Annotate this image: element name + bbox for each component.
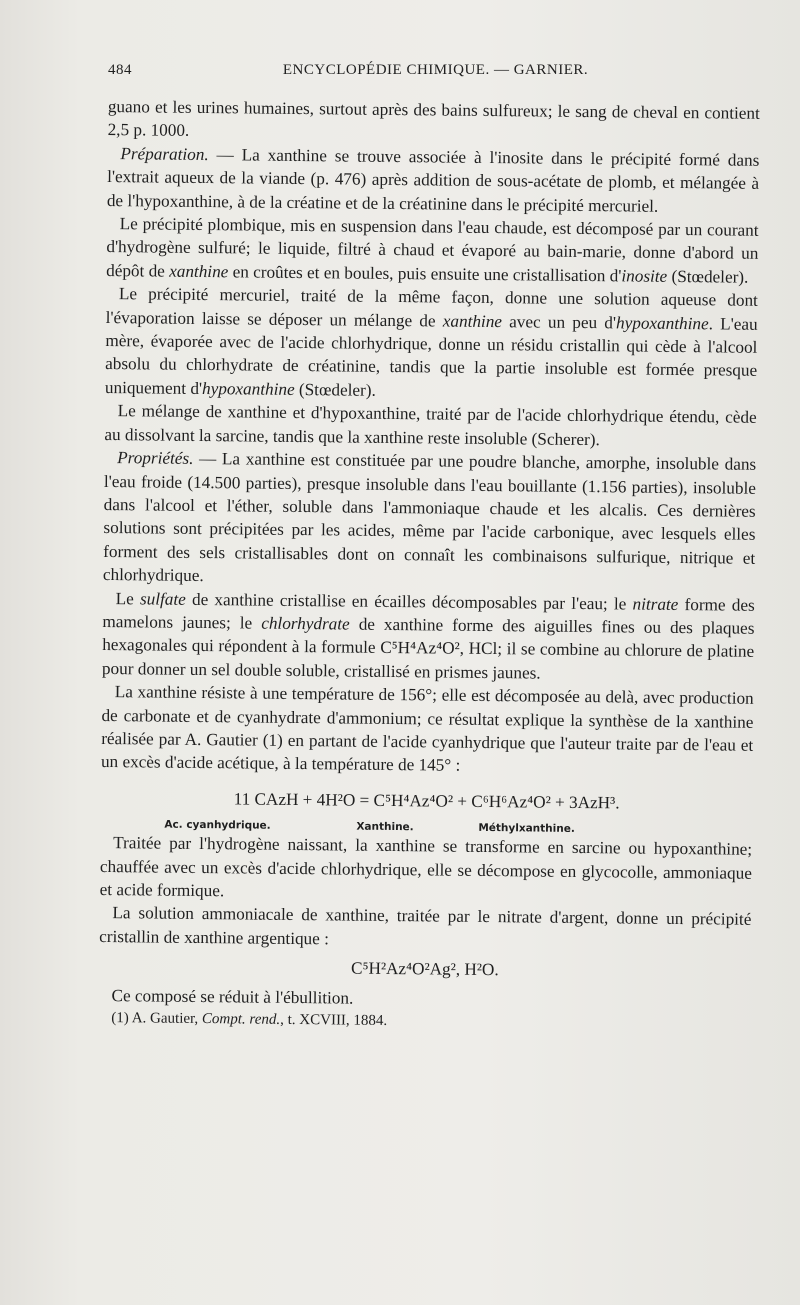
paragraph <box>106 212 759 289</box>
text-run: en croûtes et en boules, puis ensuite une cristallisation d' <box>228 262 622 286</box>
paragraph: Traitée par l'hydrogène naissant, la xanthine se transforme en sarcine ou hypoxanthine; chauffée avec un excès d'acide chlorhydrique, elle se décompose en glycocolle, ammoniaque et acide formique. <box>99 833 753 901</box>
italic-term: nitrate <box>632 594 679 614</box>
paragraph-properties <box>103 446 756 593</box>
paragraph: La solution ammoniacale de xanthine, traitée par le nitrate d'argent, donne un précipité cristallin de xanthine argentique : <box>99 903 752 949</box>
italic-term: hypoxanthine <box>201 378 295 399</box>
text-run: (Stœdeler). <box>294 379 376 400</box>
section-lead: Propriétés. <box>117 448 194 469</box>
text-run: Le précipité mercuriel, traité de la même façon, donne une solution aqueuse dont l'évaporation laisse se déposer un mélange de <box>105 284 758 331</box>
text-run: avec un peu d' <box>501 311 617 332</box>
text-run: Le <box>115 588 141 608</box>
paragraph-text: — La xanthine se trouve associée à l'inosite dans le précipité formé dans l'extrait aqueux de la viande (p. 476) après addition de sous-acétate de plomb, et mélangée à de l'hypoxanthine, à de la créatine et de la créatinine dans le précipité mercuriel. <box>106 144 760 216</box>
italic-term: inosite <box>621 266 668 286</box>
text-run: (Stœdeler). <box>667 266 749 287</box>
paragraph: La xanthine résiste à une température de 156°; elle est décomposée au delà, avec production de carbonate et de cyanhydrate d'ammonium; ce résultat explique la synthèse de la xanthine réalisée par A. Gautier (1) en partant de l'acide cyanhydrique que l'auteur traite par de l'eau et un excès d'acide acétique, à la température de 145° : <box>100 682 754 776</box>
chemical-formula: C⁵H²Az⁴O²Ag², H²O. <box>350 958 499 980</box>
section-lead: Préparation. <box>120 143 209 164</box>
paragraph <box>105 282 758 406</box>
paragraph <box>102 587 755 687</box>
italic-term: Compt. rend. <box>201 1011 281 1028</box>
paragraph-preparation <box>107 142 760 219</box>
paragraph: guano et les urines humaines, surtout après des bains sulfureux; le sang de cheval en contient 2,5 p. 1000. <box>107 96 760 141</box>
page-number: 484 <box>108 62 132 78</box>
paragraph-text: — La xanthine est constituée par une poudre blanche, amorphe, insoluble dans l'eau froide (14.500 parties), presque insoluble dans l'eau bouillante (1.156 parties), insoluble dans l'alcool et l'éther, soluble dans l'ammoniaque chaude et les alcalis. Ces dernières solutions sont précipitées par les acides, même par l'acide carbonique, avec lesquels elles forment des sels cristallisables dont on connaît les combinaisons sulfurique, nitrique et chlorhydrique. <box>102 449 757 586</box>
equation-label: Méthylxanthine. <box>478 822 575 836</box>
page-body <box>98 95 760 1037</box>
text-run: forme des mamelons jaunes; le <box>102 594 755 633</box>
text-run: , t. XCVIII, 1884. <box>280 1011 388 1030</box>
italic-term: xanthine <box>442 311 503 331</box>
text-run: Le précipité plombique, mis en suspension dans l'eau chaude, est décomposé par un courant d'hydrogène sulfuré; le liquide, filtré à chaud et évaporé au bain-marie, donne d'abord un dépôt de <box>106 214 759 281</box>
italic-term: hypoxanthine <box>615 312 709 333</box>
running-title: ENCYCLOPÉDIE CHIMIQUE. — GARNIER. <box>282 62 589 78</box>
paragraph: Le mélange de xanthine et d'hypoxanthine, traité par de l'acide chlorhydrique étendu, cède au dissolvant la sarcine, tandis que la xanthine reste insoluble (Scherer). <box>104 401 757 449</box>
italic-term: sulfate <box>139 588 186 609</box>
text-run: de xanthine forme des aiguilles fines ou des plaques hexagonales qui répondent à la formule C⁵H⁴Az⁴O², HCl; il se combine au chlorure de platine pour donner un sel double soluble, cristallisé en prismes jaunes. <box>101 614 755 683</box>
paragraph: Ce composé se réduit à l'ébullition. <box>111 985 354 1008</box>
text-run: de xanthine cristallise en écailles décomposables par l'eau; le <box>185 589 633 614</box>
text-run: (1) A. Gautier, <box>111 1010 203 1028</box>
chemical-equation: 11 CAzH + 4H²O = C⁵H⁴Az⁴O² + C⁶H⁶Az⁴O² + 3AzH³. <box>233 789 620 813</box>
italic-term: chlorhydrate <box>261 613 350 634</box>
equation-labels <box>100 813 752 838</box>
equation-label: Ac. cyanhydrique. <box>164 818 271 832</box>
equation-label: Xanthine. <box>356 820 414 834</box>
italic-term: xanthine <box>169 261 229 282</box>
text-run: . L'eau mère, évaporée avec de l'acide chlorhydrique, donne un résidu cristallin qui cède à l'alcool absolu du chlorhydrate de créatinine, tandis que la partie insoluble est formée presque uniquement d' <box>104 313 758 398</box>
